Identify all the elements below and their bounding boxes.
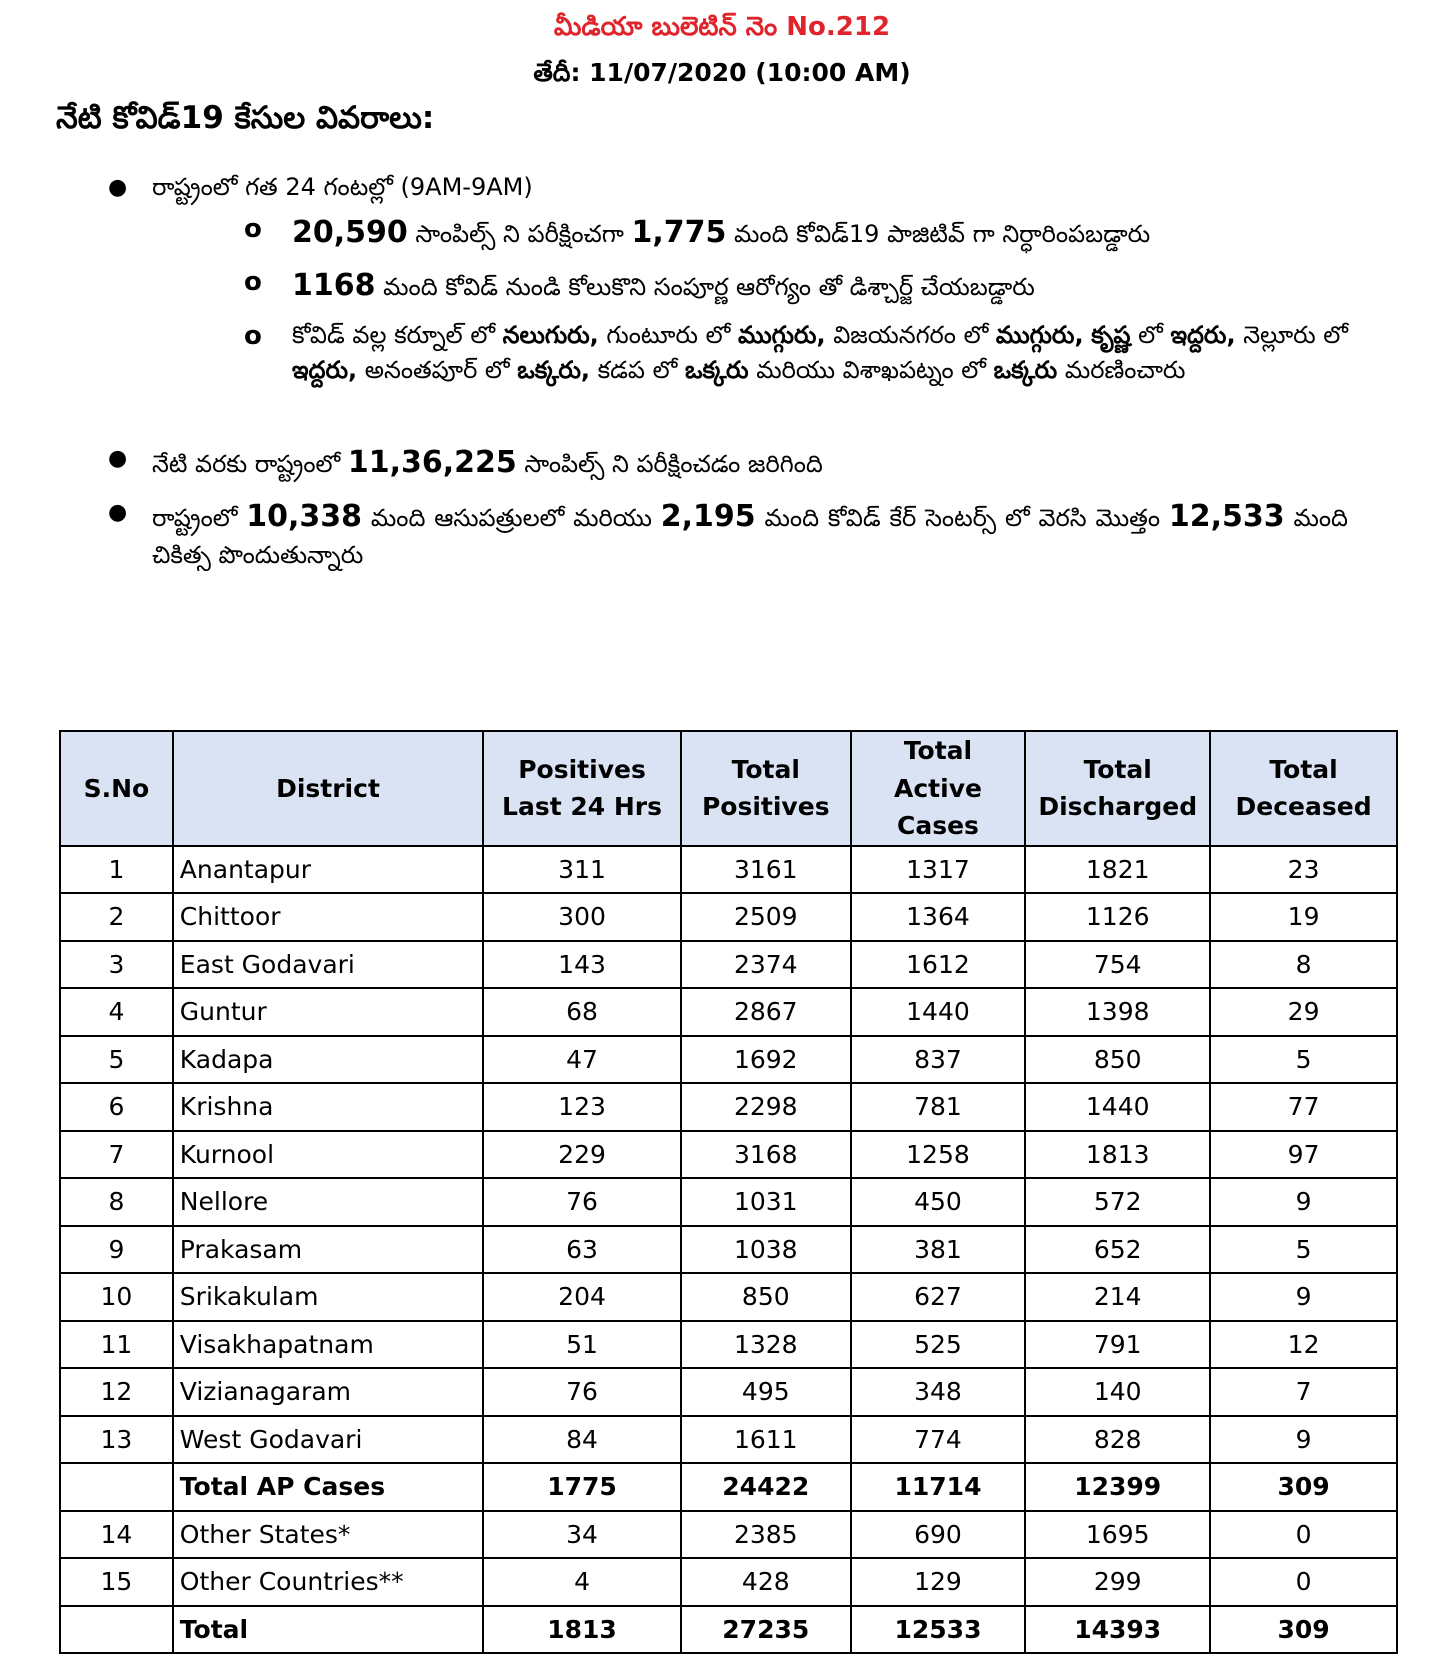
cell-pos24: 311 xyxy=(483,846,681,894)
bullet-text: నేటి వరకు రాష్ట్రంలో xyxy=(152,450,348,479)
cell-discharged: 850 xyxy=(1025,1036,1210,1084)
cell-sno xyxy=(60,1463,173,1511)
total-samples-count: 11,36,225 xyxy=(347,445,517,481)
cell-sno: 14 xyxy=(60,1511,173,1559)
bulletin-date xyxy=(0,58,1444,94)
sub-bullet-text: మంది కోవిడ్ నుండి కోలుకొని సంపూర్ణ ఆరోగ్యం తో డిశ్చార్జ్ చేయబడ్డారు xyxy=(375,273,1035,302)
header-line: Positives xyxy=(518,754,646,784)
cell-active: 381 xyxy=(851,1226,1026,1274)
bullet-under-treatment xyxy=(108,495,1348,573)
table-row xyxy=(60,1416,1397,1464)
sub-bullet-circle-icon: o xyxy=(244,267,262,298)
cell-district: Srikakulam xyxy=(173,1273,483,1321)
cell-discharged: 828 xyxy=(1025,1416,1210,1464)
table-row xyxy=(60,1178,1397,1226)
table-row xyxy=(60,988,1397,1036)
cell-active: 1258 xyxy=(851,1131,1026,1179)
header-line: Total xyxy=(903,736,973,765)
table-row xyxy=(60,1036,1397,1084)
cell-total-pos: 1328 xyxy=(681,1321,851,1369)
cell-discharged: 214 xyxy=(1025,1273,1210,1321)
cell-district: Krishna xyxy=(173,1083,483,1131)
cell-discharged: 299 xyxy=(1025,1558,1210,1606)
sub-bullet-text: కోవిడ్ వల్ల కర్నూల్ లో xyxy=(292,320,503,349)
cell-active: 627 xyxy=(851,1273,1026,1321)
cell-discharged: 14393 xyxy=(1025,1606,1210,1654)
bullet-total-samples xyxy=(108,441,1348,485)
cell-sno: 10 xyxy=(60,1273,173,1321)
cell-active: 837 xyxy=(851,1036,1026,1084)
under-treatment-total: 12,533 xyxy=(1168,498,1285,534)
district-name-bold: కృష్ణ xyxy=(1091,320,1131,349)
bullet-dot-icon: ● xyxy=(108,446,128,472)
cell-sno: 7 xyxy=(60,1131,173,1179)
cell-pos24: 1813 xyxy=(483,1606,681,1654)
cell-deceased: 5 xyxy=(1210,1036,1397,1084)
table-row xyxy=(60,1321,1397,1369)
table-row xyxy=(60,941,1397,989)
cell-total-pos: 3161 xyxy=(681,846,851,894)
cell-pos24: 51 xyxy=(483,1321,681,1369)
header-line: Last 24 Hrs xyxy=(502,792,663,822)
cell-pos24: 4 xyxy=(483,1558,681,1606)
header-line: Active Cases xyxy=(894,773,982,840)
cell-district: Kadapa xyxy=(173,1036,483,1084)
cell-active: 1317 xyxy=(851,846,1026,894)
section-heading: నేటి కోవిడ్19 కేసుల వివరాలు: xyxy=(56,100,435,136)
cell-deceased: 8 xyxy=(1210,941,1397,989)
cell-district: Nellore xyxy=(173,1178,483,1226)
sub-bullet-text: మంది కోవిడ్19 పాజిటివ్ గా నిర్ధారింపబడ్డారు xyxy=(726,219,1151,248)
cell-district: West Godavari xyxy=(173,1416,483,1464)
cell-active: 525 xyxy=(851,1321,1026,1369)
sub-bullet-text: సాంపిల్స్ ని పరీక్షించగా xyxy=(407,219,632,248)
cell-district: East Godavari xyxy=(173,941,483,989)
cell-active: 12533 xyxy=(851,1606,1026,1654)
cell-deceased: 9 xyxy=(1210,1273,1397,1321)
bullet-dot-icon: ● xyxy=(108,175,128,200)
cell-deceased: 0 xyxy=(1210,1558,1397,1606)
cell-pos24: 68 xyxy=(483,988,681,1036)
cell-total-pos: 3168 xyxy=(681,1131,851,1179)
bullet-text: రాష్ట్రంలో గత 24 గంటల్లో (9AM-9AM) xyxy=(152,173,533,201)
sub-bullet-deaths xyxy=(244,318,1348,388)
header-sno: S.No xyxy=(60,731,173,846)
sub-bullet-discharged xyxy=(244,264,1348,308)
table-row xyxy=(60,846,1397,894)
cell-sno: 5 xyxy=(60,1036,173,1084)
sub-bullet-samples xyxy=(244,211,1348,255)
cell-discharged: 1440 xyxy=(1025,1083,1210,1131)
table-row xyxy=(60,1131,1397,1179)
cell-active: 781 xyxy=(851,1083,1026,1131)
cell-sno: 12 xyxy=(60,1368,173,1416)
table-row xyxy=(60,1273,1397,1321)
cell-pos24: 123 xyxy=(483,1083,681,1131)
table-row xyxy=(60,1558,1397,1606)
care-center-count: 2,195 xyxy=(660,498,756,534)
table-header-row xyxy=(60,731,1397,846)
death-count-word: ఇద్దరు, xyxy=(292,355,358,384)
cell-deceased: 0 xyxy=(1210,1511,1397,1559)
positive-count: 1,775 xyxy=(631,214,727,250)
cell-pos24: 34 xyxy=(483,1511,681,1559)
sub-bullet-list xyxy=(244,211,1348,388)
cell-deceased: 23 xyxy=(1210,846,1397,894)
cell-active: 450 xyxy=(851,1178,1026,1226)
sub-bullet-text: కడప లో xyxy=(590,355,685,384)
cell-discharged: 1695 xyxy=(1025,1511,1210,1559)
cell-sno: 4 xyxy=(60,988,173,1036)
cell-district: Other States* xyxy=(173,1511,483,1559)
death-count-word: ఒక్కరు xyxy=(684,355,749,384)
cell-discharged: 1813 xyxy=(1025,1131,1210,1179)
cell-sno: 9 xyxy=(60,1226,173,1274)
cell-deceased: 19 xyxy=(1210,893,1397,941)
header-district: District xyxy=(173,731,483,846)
cell-district: Total xyxy=(173,1606,483,1654)
table-row xyxy=(60,1083,1397,1131)
cell-sno: 6 xyxy=(60,1083,173,1131)
table-row xyxy=(60,1511,1397,1559)
cell-pos24: 143 xyxy=(483,941,681,989)
death-count-word: ఒక్కరు, xyxy=(517,355,591,384)
header-line: Total xyxy=(1083,754,1152,784)
bullet-text: మంది కోవిడ్ కేర్ సెంటర్స్ లో వెరసి మొత్తం xyxy=(755,503,1169,532)
cell-discharged: 791 xyxy=(1025,1321,1210,1369)
bullet-text: సాంపిల్స్ ని పరీక్షించడం జరిగింది xyxy=(516,450,823,479)
cell-district: Vizianagaram xyxy=(173,1368,483,1416)
cell-active: 348 xyxy=(851,1368,1026,1416)
table-row xyxy=(60,1463,1397,1511)
cell-active: 1440 xyxy=(851,988,1026,1036)
cell-discharged: 754 xyxy=(1025,941,1210,989)
sub-bullet-text: లో xyxy=(1130,320,1171,349)
cell-total-pos: 1031 xyxy=(681,1178,851,1226)
cell-active: 690 xyxy=(851,1511,1026,1559)
cell-pos24: 1775 xyxy=(483,1463,681,1511)
cell-total-pos: 2385 xyxy=(681,1511,851,1559)
cell-sno: 1 xyxy=(60,846,173,894)
cell-discharged: 652 xyxy=(1025,1226,1210,1274)
cell-sno: 13 xyxy=(60,1416,173,1464)
cell-district: Other Countries** xyxy=(173,1558,483,1606)
cell-deceased: 9 xyxy=(1210,1416,1397,1464)
cell-deceased: 7 xyxy=(1210,1368,1397,1416)
header-line: Discharged xyxy=(1038,792,1198,822)
cell-discharged: 1126 xyxy=(1025,893,1210,941)
date-value: : 11/07/2020 (10:00 AM) xyxy=(570,58,911,87)
samples-tested-count: 20,590 xyxy=(292,214,408,250)
cell-district: Guntur xyxy=(173,988,483,1036)
cell-sno: 2 xyxy=(60,893,173,941)
cell-discharged: 572 xyxy=(1025,1178,1210,1226)
cell-discharged: 1398 xyxy=(1025,988,1210,1036)
sub-bullet-text: మరియు విశాఖపట్నం లో xyxy=(748,355,994,384)
death-count-word: నలుగురు, xyxy=(502,320,599,349)
cell-total-pos: 428 xyxy=(681,1558,851,1606)
sub-bullet-circle-icon: o xyxy=(244,320,262,351)
bullet-dot-icon: ● xyxy=(108,499,128,525)
table-row xyxy=(60,1226,1397,1274)
cell-total-pos: 1611 xyxy=(681,1416,851,1464)
cell-active: 129 xyxy=(851,1558,1026,1606)
cell-total-pos: 24422 xyxy=(681,1463,851,1511)
cell-pos24: 76 xyxy=(483,1368,681,1416)
death-count-word: ముగ్గురు, xyxy=(995,320,1084,349)
header-line: Positives xyxy=(701,792,830,822)
cell-active: 1364 xyxy=(851,893,1026,941)
cell-total-pos: 2298 xyxy=(681,1083,851,1131)
cell-total-pos: 2867 xyxy=(681,988,851,1036)
sub-bullet-circle-icon: o xyxy=(244,213,262,244)
cell-sno xyxy=(60,1606,173,1654)
sub-bullet-text: మరణించారు xyxy=(1057,355,1186,384)
cell-total-pos: 2509 xyxy=(681,893,851,941)
cell-total-pos: 1038 xyxy=(681,1226,851,1274)
cell-discharged: 140 xyxy=(1025,1368,1210,1416)
cell-discharged: 1821 xyxy=(1025,846,1210,894)
header-deceased xyxy=(1210,731,1397,846)
cell-deceased: 5 xyxy=(1210,1226,1397,1274)
cell-total-pos: 495 xyxy=(681,1368,851,1416)
cell-pos24: 84 xyxy=(483,1416,681,1464)
cell-district: Visakhapatnam xyxy=(173,1321,483,1369)
bullet-text: మంది చికిత్స పొందుతున్నారు xyxy=(152,503,1348,570)
sub-bullet-text: అనంతపూర్ లో xyxy=(357,355,518,384)
cell-pos24: 300 xyxy=(483,893,681,941)
cell-total-pos: 2374 xyxy=(681,941,851,989)
table-row xyxy=(60,1368,1397,1416)
cell-pos24: 76 xyxy=(483,1178,681,1226)
cell-active: 11714 xyxy=(851,1463,1026,1511)
header-line: Deceased xyxy=(1235,792,1372,822)
cell-total-pos: 27235 xyxy=(681,1606,851,1654)
cell-pos24: 229 xyxy=(483,1131,681,1179)
cell-active: 774 xyxy=(851,1416,1026,1464)
cell-total-pos: 850 xyxy=(681,1273,851,1321)
header-total-positives xyxy=(681,731,851,846)
sub-bullet-text: గుంటూరు లో xyxy=(598,320,738,349)
cell-sno: 15 xyxy=(60,1558,173,1606)
cell-pos24: 63 xyxy=(483,1226,681,1274)
cell-district: Kurnool xyxy=(173,1131,483,1179)
bullet-text: మంది ఆసుపత్రులలో మరియు xyxy=(362,503,661,532)
cell-sno: 11 xyxy=(60,1321,173,1369)
table-row xyxy=(60,893,1397,941)
cell-active: 1612 xyxy=(851,941,1026,989)
cell-pos24: 204 xyxy=(483,1273,681,1321)
header-active-cases xyxy=(851,731,1026,846)
header-line: Total xyxy=(1269,754,1338,784)
header-discharged xyxy=(1025,731,1210,846)
hospital-count: 10,338 xyxy=(246,498,363,534)
cell-district: Total AP Cases xyxy=(173,1463,483,1511)
cell-pos24: 47 xyxy=(483,1036,681,1084)
cell-discharged: 12399 xyxy=(1025,1463,1210,1511)
cell-district: Anantapur xyxy=(173,846,483,894)
cell-total-pos: 1692 xyxy=(681,1036,851,1084)
sub-bullet-text: విజయనగరం లో xyxy=(825,320,996,349)
cell-deceased: 29 xyxy=(1210,988,1397,1036)
death-count-word: ఒక్కరు xyxy=(993,355,1058,384)
date-label: తేదీ xyxy=(533,58,571,87)
cell-sno: 3 xyxy=(60,941,173,989)
death-count-word: ఇద్దరు, xyxy=(1170,320,1236,349)
cell-deceased: 97 xyxy=(1210,1131,1397,1179)
cell-deceased: 309 xyxy=(1210,1606,1397,1654)
discharged-count: 1168 xyxy=(292,268,376,304)
summary-bullets xyxy=(108,170,1348,583)
bullet-last-24-hours xyxy=(108,170,1348,397)
cell-deceased: 309 xyxy=(1210,1463,1397,1511)
table-row xyxy=(60,1606,1397,1654)
header-positives-24h xyxy=(483,731,681,846)
sub-bullet-text: నెల్లూరు లో xyxy=(1235,320,1348,349)
header-line: Total xyxy=(731,754,800,784)
bulletin-title: మీడియా బులెటిన్ నెం No.212 xyxy=(553,12,891,42)
district-cases-table-wrap xyxy=(59,730,1398,1654)
cell-deceased: 12 xyxy=(1210,1321,1397,1369)
cell-district: Chittoor xyxy=(173,893,483,941)
district-cases-table xyxy=(59,730,1398,1654)
cell-deceased: 9 xyxy=(1210,1178,1397,1226)
cell-sno: 8 xyxy=(60,1178,173,1226)
cell-district: Prakasam xyxy=(173,1226,483,1274)
bullet-text: రాష్ట్రంలో xyxy=(152,503,247,532)
cell-deceased: 77 xyxy=(1210,1083,1397,1131)
death-count-word: ముగ్గురు, xyxy=(737,320,826,349)
table-body xyxy=(60,846,1397,1654)
